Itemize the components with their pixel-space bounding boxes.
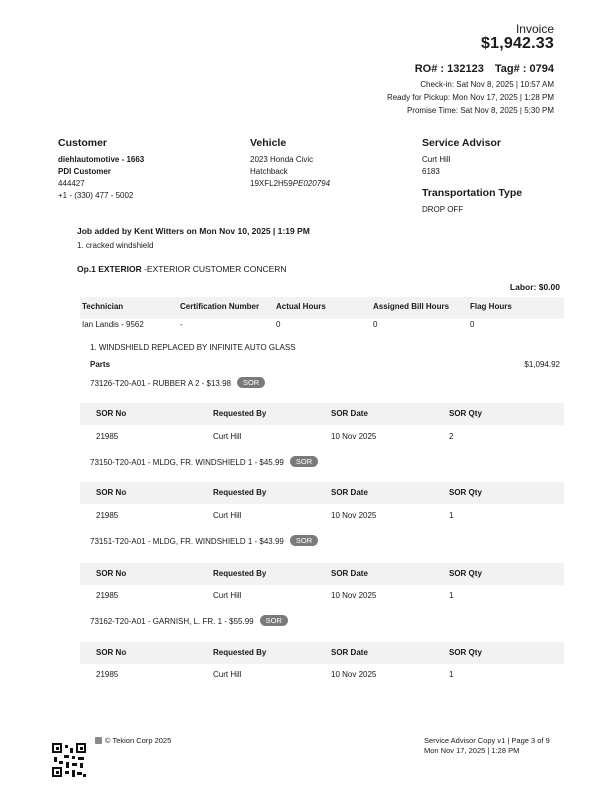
- sor-col-qty: SOR Qty: [449, 648, 482, 657]
- ro-tag-line: [407, 63, 554, 75]
- tech-col-certification: Certification Number: [180, 302, 260, 311]
- sor-col-no: SOR No: [96, 648, 127, 657]
- service-advisor-name: Curt Hill: [422, 155, 451, 164]
- sor-col-no: SOR No: [96, 488, 127, 497]
- labor-total: Labor: $0.00: [509, 282, 560, 292]
- sor-row-requested-by: Curt Hill: [213, 511, 242, 520]
- customer-phone: +1 - (330) 477 - 5002: [58, 191, 134, 200]
- sor-row-date: 10 Nov 2025: [331, 432, 377, 441]
- part-line: [90, 615, 288, 626]
- tekion-logo-icon: [95, 737, 102, 744]
- sor-table-header: [80, 482, 564, 504]
- job-added-by: Job added by Kent Witters on Mon Nov 10, 2025 | 1:19 PM: [77, 226, 310, 236]
- sor-col-requested-by: Requested By: [213, 409, 267, 418]
- service-advisor-heading: Service Advisor: [422, 137, 501, 149]
- ready-for-pickup-time: Ready for Pickup: Mon Nov 17, 2025 | 1:28 PM: [386, 93, 554, 102]
- sor-row-requested-by: Curt Hill: [213, 591, 242, 600]
- vehicle-model: 2023 Honda Civic: [250, 155, 314, 164]
- tech-col-flag-hours: Flag Hours: [470, 302, 512, 311]
- part-line: [90, 535, 318, 546]
- customer-id: 444427: [58, 179, 85, 188]
- check-in-time: Check-in: Sat Nov 8, 2025 | 10:57 AM: [420, 80, 554, 89]
- tech-row-technician: Ian Landis - 9562: [82, 320, 144, 329]
- footer-printed-date: Mon Nov 17, 2025 | 1:28 PM: [424, 746, 520, 755]
- vehicle-heading: Vehicle: [250, 137, 287, 149]
- correction-line: 1. WINDSHIELD REPLACED BY INFINITE AUTO GLASS: [90, 343, 296, 352]
- sor-col-qty: SOR Qty: [449, 569, 482, 578]
- invoice-label: Invoice: [515, 22, 554, 36]
- part-description: 73150-T20-A01 - MLDG, FR. WINDSHIELD 1 - $45.99: [90, 458, 284, 467]
- sor-col-date: SOR Date: [331, 488, 368, 497]
- transportation-value: DROP OFF: [422, 205, 464, 214]
- op-title-description: -EXTERIOR CUSTOMER CONCERN: [141, 264, 287, 274]
- sor-col-date: SOR Date: [331, 648, 368, 657]
- transportation-heading: Transportation Type: [422, 187, 523, 199]
- sor-badge[interactable]: SOR: [260, 615, 288, 626]
- footer-copyright: [95, 736, 171, 745]
- sor-row-qty: 1: [449, 511, 454, 520]
- sor-row-qty: 1: [449, 670, 454, 679]
- sor-badge[interactable]: SOR: [290, 456, 318, 467]
- sor-row-no: 21985: [96, 511, 119, 520]
- sor-table-header: [80, 563, 564, 585]
- customer-name: diehlautomotive - 1663: [58, 155, 145, 164]
- sor-row-qty: 1: [449, 591, 454, 600]
- sor-row-no: 21985: [96, 670, 119, 679]
- part-description: 73151-T20-A01 - MLDG, FR. WINDSHIELD 1 - $43.99: [90, 537, 284, 546]
- sor-col-date: SOR Date: [331, 569, 368, 578]
- copyright-text: © Tekion Corp 2025: [105, 736, 172, 745]
- vehicle-section: [250, 137, 410, 190]
- sor-col-no: SOR No: [96, 409, 127, 418]
- footer-copy-info: Service Advisor Copy v1 | Page 3 of 9: [424, 736, 550, 745]
- customer-heading: Customer: [58, 137, 108, 149]
- sor-badge[interactable]: SOR: [237, 377, 265, 388]
- sor-row-no: 21985: [96, 432, 119, 441]
- tech-row-certification: -: [180, 320, 183, 329]
- vin-prefix: 19XFL2H59: [250, 179, 293, 188]
- qr-code: [52, 743, 86, 777]
- sor-row-date: 10 Nov 2025: [331, 591, 377, 600]
- op-title-code: Op.1 EXTERIOR: [77, 264, 142, 274]
- service-advisor-section: [422, 137, 582, 216]
- sor-col-qty: SOR Qty: [449, 488, 482, 497]
- promise-time: Promise Time: Sat Nov 8, 2025 | 5:30 PM: [406, 106, 554, 115]
- vehicle-vin: [250, 178, 410, 190]
- parts-label: Parts: [90, 360, 111, 369]
- tag-number: Tag# : 0794: [494, 63, 554, 75]
- vin-suffix: PE020794: [292, 179, 331, 188]
- sor-col-no: SOR No: [96, 569, 127, 578]
- part-line: [90, 377, 265, 388]
- tech-row-assigned-bill-hours: 0: [373, 320, 378, 329]
- part-description: 73162-T20-A01 - GARNISH, L. FR. 1 - $55.99: [90, 617, 254, 626]
- op-title: [77, 264, 287, 274]
- sor-col-qty: SOR Qty: [449, 409, 482, 418]
- service-advisor-id: 6183: [422, 167, 440, 176]
- tech-col-assigned-bill-hours: Assigned Bill Hours: [373, 302, 450, 311]
- tech-row-actual-hours: 0: [276, 320, 281, 329]
- customer-section: [58, 137, 218, 202]
- sor-badge[interactable]: SOR: [290, 535, 318, 546]
- part-line: [90, 456, 318, 467]
- job-concern: 1. cracked windshield: [77, 241, 154, 250]
- sor-col-requested-by: Requested By: [213, 569, 267, 578]
- tech-col-technician: Technician: [82, 302, 124, 311]
- sor-row-no: 21985: [96, 591, 119, 600]
- tech-row-flag-hours: 0: [470, 320, 475, 329]
- invoice-total: $1,942.33: [481, 35, 554, 52]
- sor-col-requested-by: Requested By: [213, 648, 267, 657]
- sor-col-date: SOR Date: [331, 409, 368, 418]
- sor-row-requested-by: Curt Hill: [213, 670, 242, 679]
- ro-number: RO# : 132123: [414, 63, 484, 75]
- sor-table-header: [80, 403, 564, 425]
- customer-type: PDI Customer: [58, 167, 111, 176]
- part-description: 73126-T20-A01 - RUBBER A 2 - $13.98: [90, 379, 231, 388]
- vehicle-body: Hatchback: [250, 167, 288, 176]
- sor-table-header: [80, 642, 564, 664]
- sor-row-qty: 2: [449, 432, 454, 441]
- tech-col-actual-hours: Actual Hours: [276, 302, 326, 311]
- sor-col-requested-by: Requested By: [213, 488, 267, 497]
- sor-row-requested-by: Curt Hill: [213, 432, 242, 441]
- sor-row-date: 10 Nov 2025: [331, 670, 377, 679]
- parts-total: $1,094.92: [524, 360, 560, 369]
- sor-row-date: 10 Nov 2025: [331, 511, 377, 520]
